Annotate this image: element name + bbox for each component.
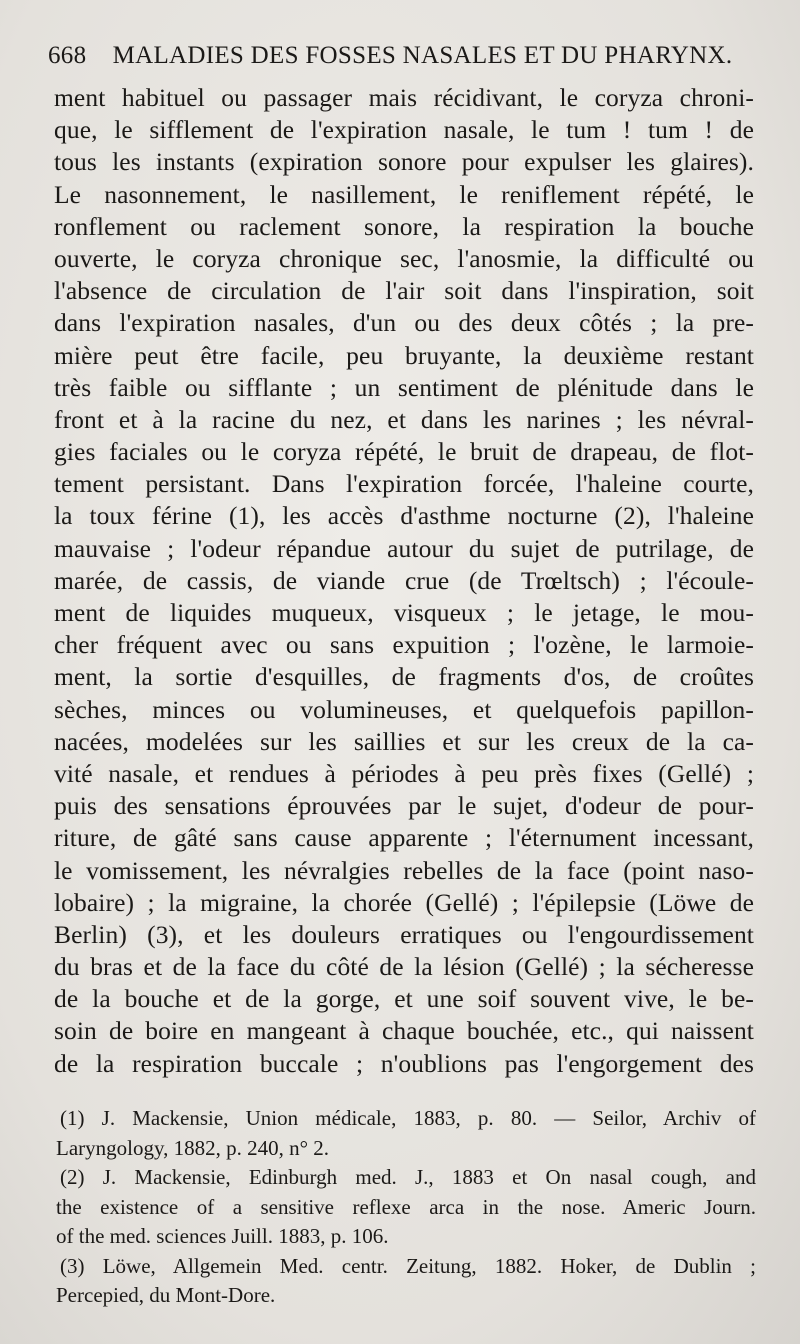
body-line: Le nasonnement, le nasillement, le reniflement répété, le xyxy=(54,179,754,209)
footnote-line: Laryngology, 1882, p. 240, n° 2. xyxy=(56,1135,330,1160)
body-line: ment, la sortie d'esquilles, de fragments d'os, de croûtes xyxy=(54,662,754,692)
body-line: très faible ou sifflante ; un sentiment de plénitude dans le xyxy=(54,372,754,402)
body-line: que, le sifflement de l'expiration nasale, le tum ! tum ! de xyxy=(54,115,754,145)
body-line: de la bouche et de la gorge, et une soif souvent vive, le be- xyxy=(54,984,754,1014)
footnote-line: Percepied, du Mont-Dore. xyxy=(56,1283,276,1307)
body-text xyxy=(54,82,754,1080)
body-line: lobaire) ; la migraine, la chorée (Gellé) ; l'épilepsie (Löwe de xyxy=(54,887,754,917)
body-line: le vomissement, les névralgies rebelles de la face (point naso- xyxy=(54,855,754,885)
body-line: du bras et de la face du côté de la lésion (Gellé) ; la sécheresse xyxy=(54,952,754,982)
footnote-line: of the med. sciences Juill. 1883, p. 106. xyxy=(56,1224,389,1248)
body-line: ment de liquides muqueux, visqueux ; le jetage, le mou- xyxy=(54,598,754,627)
body-line: de la respiration buccale ; n'oublions pas l'engorgement des xyxy=(54,1048,754,1078)
body-line: ouverte, le coryza chronique sec, l'anosmie, la difficulté ou xyxy=(54,243,754,273)
body-line: ronflement ou raclement sonore, la respiration la bouche xyxy=(54,211,754,241)
body-line: marée, de cassis, de viande crue (de Trœltsch) ; l'écoule- xyxy=(54,565,754,595)
body-line: mauvaise ; l'odeur répandue autour du sujet de putrilage, de xyxy=(54,533,754,563)
footnote-line: (2) J. Mackensie, Edinburgh med. J., 1883 et On nasal cough, and xyxy=(60,1165,756,1189)
body-line: gies faciales ou le coryza répété, le bruit de drapeau, de flot- xyxy=(54,437,754,467)
body-line: ment habituel ou passager mais récidivant, le coryza chroni- xyxy=(54,83,754,112)
body-line: front et à la racine du nez, et dans les narines ; les névral- xyxy=(54,404,754,434)
footnotes xyxy=(56,1104,756,1311)
body-line: dans l'expiration nasales, d'un ou des deux côtés ; la pre- xyxy=(54,308,754,338)
running-header xyxy=(48,42,768,74)
body-line: riture, de gâté sans cause apparente ; l'éternument incessant, xyxy=(54,823,754,853)
body-line: vité nasale, et rendues à périodes à peu près fixes (Gellé) ; xyxy=(54,758,754,788)
body-line: sèches, minces ou volumineuses, et quelquefois papillon- xyxy=(54,694,754,724)
body-line: l'absence de circulation de l'air soit dans l'inspiration, soit xyxy=(54,276,754,306)
footnote-line: the existence of a sensitive reflexe arca in the nose. Americ Journ. xyxy=(56,1194,756,1219)
footnote-line: (3) Löwe, Allgemein Med. centr. Zeitung, 1882. Hoker, de Dublin ; xyxy=(60,1253,756,1278)
body-line: tous les instants (expiration sonore pour expulser les glaires). xyxy=(54,147,754,177)
body-line: tement persistant. Dans l'expiration forcée, l'haleine courte, xyxy=(54,469,754,499)
body-line: cher fréquent avec ou sans expuition ; l'ozène, le larmoie- xyxy=(54,630,754,660)
running-title: MALADIES DES FOSSES NASALES ET DU PHARYNX. xyxy=(112,42,733,69)
body-line: puis des sensations éprouvées par le sujet, d'odeur de pour- xyxy=(54,791,754,821)
body-line: nacées, modelées sur les saillies et sur les creux de la ca- xyxy=(54,726,754,756)
body-line: soin de boire en mangeant à chaque bouchée, etc., qui naissent xyxy=(54,1016,754,1046)
body-line: la toux férine (1), les accès d'asthme nocturne (2), l'haleine xyxy=(54,501,754,531)
page-number: 668 xyxy=(48,42,87,69)
body-line: Berlin) (3), et les douleurs erratiques ou l'engourdissement xyxy=(54,919,754,949)
footnote-line: (1) J. Mackensie, Union médicale, 1883, p. 80. — Seilor, Archiv of xyxy=(60,1106,756,1130)
body-line: mière peut être facile, peu bruyante, la deuxième restant xyxy=(54,340,754,370)
